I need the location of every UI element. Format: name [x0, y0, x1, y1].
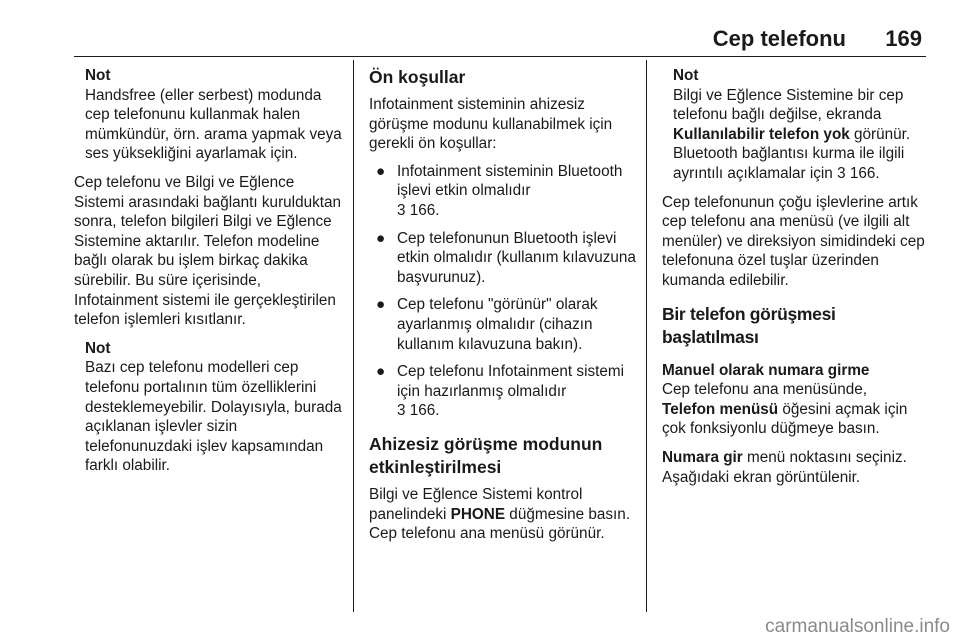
- bullet-list: [369, 162, 637, 421]
- column-2: [369, 66, 637, 544]
- paragraph: Infotainment sisteminin ahizesiz görüşme modunu kullanabilmek için gerekli ön koşullar:: [369, 96, 613, 153]
- paragraph: [662, 448, 930, 487]
- sub-heading: Manuel olarak numara girme: [662, 361, 870, 379]
- page-title: Cep telefonu: [712, 26, 846, 51]
- page-number: 169: [885, 26, 922, 51]
- bullet-icon: ●: [376, 162, 386, 180]
- section-heading: Bir telefon görüşmesi başlatılması: [662, 303, 836, 347]
- note-text: [673, 86, 930, 184]
- header-rule: [74, 56, 926, 57]
- column-divider-2: [646, 60, 647, 612]
- page-ref-icon: 3: [837, 164, 846, 182]
- page-ref: 166.: [405, 201, 440, 219]
- list-item: [369, 295, 637, 354]
- text: öğesini açmak için çok fonksiyonlu düğmeye basın.: [662, 400, 908, 438]
- bullet-icon: ●: [376, 296, 386, 314]
- note-title: Not: [85, 67, 111, 84]
- button-name: PHONE: [450, 505, 506, 523]
- page-ref: 166.: [845, 164, 880, 182]
- text: görünür. Bluetooth bağlantısı kurma ile ilgili ayrıntılı açıklamalar için: [673, 125, 911, 182]
- text: menü noktasını seçiniz. Aşağıdaki ekran görüntülenir.: [662, 448, 907, 486]
- page-header: [0, 26, 960, 56]
- paragraph: Cep telefonu ve Bilgi ve Eğlence Sistemi arasındaki bağlantı kurulduktan sonra, telefon bilgileri Bilgi ve Eğlence Sistemine aktarılır. Telefon modeline bağlı olarak bu işlem birkaç dakika sürebilir. Bu süre içerisinde, Infotainment sistemi ile gerçekleştirilen telefon işlemleri kısıtlanır.: [74, 173, 341, 329]
- note-1: [85, 66, 344, 164]
- menu-name: Telefon menüsü: [662, 400, 779, 418]
- paragraph: [662, 380, 930, 439]
- section-heading: Ahizesiz görüşme modunun etkinleştirilmesi: [369, 433, 603, 477]
- list-item-text: Cep telefonunun Bluetooth işlevi etkin olmalıdır (kullanım kılavuzuna başvurunuz).: [397, 229, 636, 286]
- list-item-text: Infotainment sisteminin Bluetooth işlevi etkin olmalıdır: [397, 162, 623, 200]
- page-ref-icon: 3: [397, 402, 406, 420]
- watermark: carmanualsonline.info: [765, 616, 950, 637]
- note-2: [85, 339, 344, 476]
- paragraph: [369, 485, 637, 544]
- note-title: Not: [85, 339, 111, 357]
- display-message: Kullanılabilir telefon yok: [673, 125, 850, 143]
- list-item-text: Cep telefonu Infotainment sistemi için hazırlanmış olmalıdır: [397, 363, 625, 400]
- section-heading: Ön koşullar: [369, 67, 466, 87]
- list-item-text: Cep telefonu "görünür" olarak ayarlanmış olmalıdır (cihazın kullanım kılavuzuna bakın).: [397, 296, 598, 353]
- text: Bilgi ve Eğlence Sistemi kontrol panelindeki: [369, 485, 583, 523]
- paragraph: Cep telefonunun çoğu işlevlerine artık cep telefonu ana menüsü (ve ilgili alt menüler) ve direksiyon simidindeki cep telefonuna özel tuşlar üzerinden kumanda edilebilir.: [662, 193, 925, 289]
- text: Cep telefonu ana menüsünde,: [662, 381, 867, 399]
- text: düğmesine basın. Cep telefonu ana menüsü görünür.: [369, 505, 631, 543]
- column-divider-1: [353, 60, 354, 612]
- column-1: [74, 66, 344, 476]
- bullet-icon: ●: [376, 229, 386, 247]
- note-text: Bazı cep telefonu modelleri cep telefonu portalının tüm özelliklerini desteklemeyebilir. Dolayısıyla, burada açıklanan işlevler sizin telefonunuzdaki işlev kapsamından farklı olabilir.: [85, 359, 342, 475]
- text: Bilgi ve Eğlence Sistemine bir cep telefonu bağlı değilse, ekranda: [673, 86, 904, 124]
- page-ref: 166.: [405, 402, 440, 420]
- note-text: Handsfree (eller serbest) modunda cep telefonunu kullanmak halen mümkündür, örn. arama yapmak veya ses yüksekliğini ayarlamak için.: [85, 86, 342, 163]
- menu-item-name: Numara gir: [662, 448, 743, 466]
- list-item: [369, 362, 637, 421]
- list-item: [369, 162, 637, 221]
- page-ref-icon: 3: [397, 201, 406, 219]
- note-title: Not: [673, 67, 699, 84]
- column-3: [662, 66, 930, 487]
- bullet-icon: ●: [376, 363, 386, 381]
- note-3: [673, 66, 930, 184]
- list-item: [369, 229, 637, 288]
